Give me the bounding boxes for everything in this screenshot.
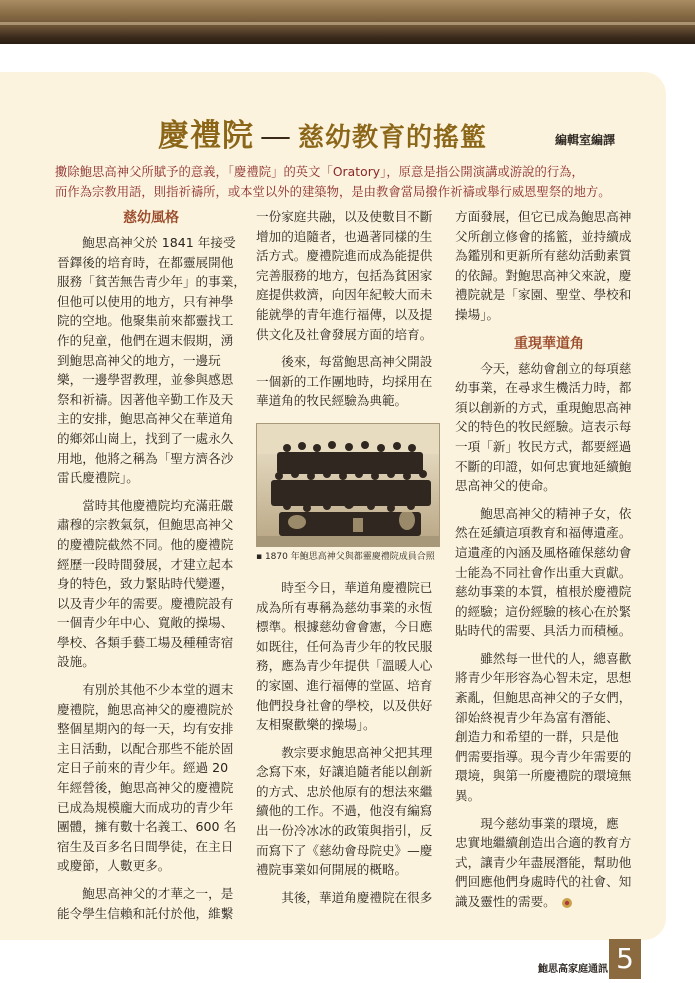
column-1 <box>57 207 245 931</box>
photo-caption: ▪ 1870 年鮑思高神父與都靈慶禮院成員合照 <box>256 551 435 562</box>
text-line: 的鄉郊山崗上，找到了一處永久 <box>57 430 234 446</box>
paragraph <box>256 743 442 880</box>
paragraph <box>256 578 442 735</box>
title-sub: 慈幼教育的搖籃 <box>298 123 488 153</box>
end-ornament-icon <box>560 897 574 909</box>
text-line: 時至今日，華道角慶禮院已 <box>256 579 433 595</box>
paragraph <box>57 233 245 488</box>
text-line: 紊亂，但鮑思高神父的子女們， <box>455 690 632 706</box>
text-line: 禮院就是「家園、聖堂、學校和 <box>455 287 632 303</box>
text-line: 以及青少年的需要。慶禮院設有 <box>57 595 234 611</box>
text-line: 當時其他慶禮院均充滿莊嚴 <box>57 497 234 513</box>
paragraph <box>455 359 643 496</box>
text-line: 能就學的青年進行福傳，以及提 <box>256 306 433 322</box>
text-line: 的依歸。對鮑思高神父來說，慶 <box>455 267 632 283</box>
paragraph <box>256 352 442 411</box>
text-line: 式，讓青少年盡展潛能，幫助他 <box>455 854 632 870</box>
text-line: 他們投身社會的學校，以及供好 <box>256 697 433 713</box>
text-line: 能令學生信賴和託付於他，維繫 <box>57 905 234 921</box>
text-line: 宿生及百多名日間學徒，在主日 <box>57 838 234 854</box>
intro-paragraph <box>55 162 665 202</box>
text-line: 然在延續這項教育和福傳遺產。 <box>455 525 632 541</box>
text-line: 念寫下來，好讓追隨者能以創新 <box>256 764 433 780</box>
intro-line: 而作為宗教用語，則指祈禱所，或本堂以外的建築物，是由教會當局撥作祈禱或舉行威恩聖祭的地方。 <box>55 185 611 199</box>
paragraph <box>57 680 245 876</box>
text-line: 須以創新的方式，重現鮑思高神 <box>455 399 632 415</box>
text-line: 貼時代的需要、具活力而積極。 <box>455 623 632 639</box>
title-dash: — <box>260 118 292 154</box>
paragraph <box>256 888 442 908</box>
paragraph <box>256 207 442 344</box>
text-line: 學校、各類手藝工場及種種寄宿 <box>57 634 234 650</box>
paragraph <box>455 649 643 806</box>
text-line: 用地，他將之稱為「聖方濟各沙 <box>57 450 234 466</box>
text-line: 教宗要求鮑思高神父把其理 <box>256 744 433 760</box>
text-line: 完善服務的地方，包括為貧困家 <box>256 267 433 283</box>
text-line: 成為所有專稱為慈幼事業的永恆 <box>256 599 433 615</box>
text-line: 務，應為青少年提供「溫暖人心 <box>256 658 433 674</box>
text-line: 幼事業，在尋求生機活力時，都 <box>455 380 632 396</box>
text-line: 或慶節，人數更多。 <box>57 858 171 874</box>
text-line: 華道角的牧民經驗為典範。 <box>256 393 408 409</box>
text-line: 們需要指導。現今青少年需要的 <box>455 748 632 764</box>
text-line: 識及靈性的需要。 <box>455 894 556 909</box>
page-number: 5 <box>609 939 641 979</box>
paragraph <box>57 496 245 672</box>
text-line: 這遺產的內涵及風格確保慈幼會 <box>455 544 632 560</box>
col2-body-top <box>256 207 442 411</box>
text-line: 的方式、忠於他原有的想法來繼 <box>256 783 433 799</box>
text-line: 團體，擁有數十名義工、600 名 <box>57 819 237 835</box>
text-line: 們回應他們身處時代的社會、知 <box>455 874 632 890</box>
paragraph <box>455 207 643 325</box>
paragraph <box>455 504 643 641</box>
column-2 <box>256 207 442 915</box>
section-heading: 重現華道角 <box>514 335 584 352</box>
text-line: 忠實地繼續創造出合適的教育方 <box>455 835 632 851</box>
text-line: 將青少年形容為心智未定，思想 <box>455 670 632 686</box>
text-line: 操場」。 <box>455 306 500 322</box>
text-line: 慶禮院，鮑思高神父的慶禮院於 <box>57 701 234 717</box>
text-line: 不斷的印證，如何忠實地延續鮑 <box>455 458 632 474</box>
text-line: 院的空地。他聚集前來都靈找工 <box>57 313 234 329</box>
text-line: 樂，一邊學習教理，並參與感恩 <box>57 372 234 388</box>
text-line: 整個星期內的每一天，均有安排 <box>57 721 234 737</box>
text-line: 思高神父的使命。 <box>455 478 556 494</box>
text-line: 雷氏慶禮院」。 <box>57 470 139 486</box>
text-line: 方面發展，但它已成為鮑思高神 <box>455 209 632 224</box>
text-line: 一個青少年中心、寬敞的操場、 <box>57 615 234 631</box>
text-line: 為鑑別和更新所有慈幼活動素質 <box>455 248 632 264</box>
text-line: 一個新的工作團地時，均採用在 <box>256 373 433 389</box>
text-line: 出一份冷冰冰的政策與指引，反 <box>256 823 433 839</box>
text-line: 作的兒童，他們在週末假期，湧 <box>57 332 234 348</box>
text-line: 環境，與第一所慶禮院的環境無 <box>455 768 632 784</box>
text-line: 鮑思高神父於 1841 年接受 <box>57 235 236 250</box>
text-line: 而寫下了《慈幼會母院史》—慶 <box>256 842 433 858</box>
title-main: 慶禮院 <box>158 118 254 154</box>
text-line: 雖然每一世代的人，總喜歡 <box>455 650 632 666</box>
text-line: 庭提供救濟，向因年紀較大而未 <box>256 287 433 303</box>
text-line: 友相聚歡樂的操場」。 <box>256 717 376 733</box>
text-line: 已成為規模龐大而成功的青少年 <box>57 799 234 815</box>
text-line: 定日子前來的青少年。經過 20 <box>57 760 229 776</box>
text-line: 異。 <box>455 788 481 804</box>
text-line: 增加的追隨者，也過著同樣的生 <box>256 228 433 244</box>
column-3 <box>455 207 643 920</box>
text-line: 父的特色的牧民經驗。這表示每 <box>455 419 632 435</box>
text-line: 一項「新」牧民方式，都要經過 <box>455 438 632 454</box>
text-line: 標準。根據慈幼會會憲，今日應 <box>256 619 433 635</box>
top-banner <box>0 0 695 44</box>
text-line: 服務「貧苦無告青少年」的事業， <box>57 274 246 290</box>
text-line: 祭和祈禱。因著他辛勤工作及天 <box>57 391 234 407</box>
text-line: 的經驗；這份經驗的核心在於緊 <box>455 603 632 619</box>
text-line: 有別於其他不少本堂的週末 <box>57 682 234 698</box>
text-line: 鮑思高神父的才華之一，是 <box>57 886 234 901</box>
text-line: 的家園、進行福傳的堂區、培育 <box>256 677 433 693</box>
text-line: 續他的工作。不過，他沒有編寫 <box>256 803 433 819</box>
text-line: 如既往，任何為青少年的牧民服 <box>256 638 433 654</box>
text-line: 創造力和希望的一群，只是他 <box>455 729 619 745</box>
text-line: 身的特色，致力緊貼時代變遷， <box>57 576 234 592</box>
col3-body-top <box>455 207 643 325</box>
col2-body-bottom <box>256 578 442 908</box>
text-line: 活方式。慶禮院進而成為能提供 <box>256 248 433 264</box>
text-line: 現今慈幼事業的環境，應 <box>455 815 619 831</box>
text-line: 鮑思高神父的精神子女，依 <box>455 505 632 521</box>
text-line: 供文化及社會發展方面的培育。 <box>256 326 433 342</box>
text-line: 卻始終視青少年為富有潛能、 <box>455 709 619 725</box>
article-title <box>158 110 487 155</box>
text-line: 經歷一段時間發展，才建立起本 <box>57 556 234 572</box>
text-line: 主日活動，以配合那些不能於固 <box>57 740 234 756</box>
text-line: 士能為不同社會作出重大貢獻。 <box>455 564 632 580</box>
text-line: 今天，慈幼會創立的每項慈 <box>455 360 632 376</box>
text-line: 到鮑思高神父的地方，一邊玩 <box>57 352 221 368</box>
publication-name: 鮑思高家庭通訊 <box>538 964 608 975</box>
text-line: 禮院事業如何開展的概略。 <box>256 862 408 878</box>
text-line: 一份家庭共融，以及使數目不斷 <box>256 209 433 224</box>
text-line: 其後，華道角慶禮院在很多 <box>256 889 433 905</box>
paragraph <box>455 814 643 912</box>
text-line: 年經營後，鮑思高神父的慶禮院 <box>57 780 234 796</box>
paragraph <box>57 884 245 923</box>
text-line: 設施。 <box>57 654 95 670</box>
text-line: 但他可以使用的地方，只有神學 <box>57 293 234 309</box>
intro-line: 擻除鮑思高神父所賦予的意義，「慶禮院」的英文「Oratory」，原意是指公開演講或游說的行為， <box>55 165 584 179</box>
text-line: 主的安排，鮑思高神父在華道角 <box>57 411 234 427</box>
historical-group-photo <box>256 423 440 547</box>
text-line: 的慶禮院截然不同。他的慶禮院 <box>57 536 234 552</box>
text-line: 肅穆的宗教氣氛，但鮑思高神父 <box>57 517 234 533</box>
text-line: 父所創立修會的搖籃，並持續成 <box>455 228 632 244</box>
col3-body-bottom <box>455 359 643 912</box>
text-line: 慈幼事業的本質，植根於慶禮院 <box>455 584 632 600</box>
text-line: 後來，每當鮑思高神父開設 <box>256 354 433 370</box>
editor-credit: 編輯室編譯 <box>555 133 616 147</box>
text-line: 晉鐸後的培育時，在都靈展開他 <box>57 254 234 270</box>
col1-body <box>57 233 245 923</box>
section-heading: 慈幼風格 <box>123 210 179 226</box>
